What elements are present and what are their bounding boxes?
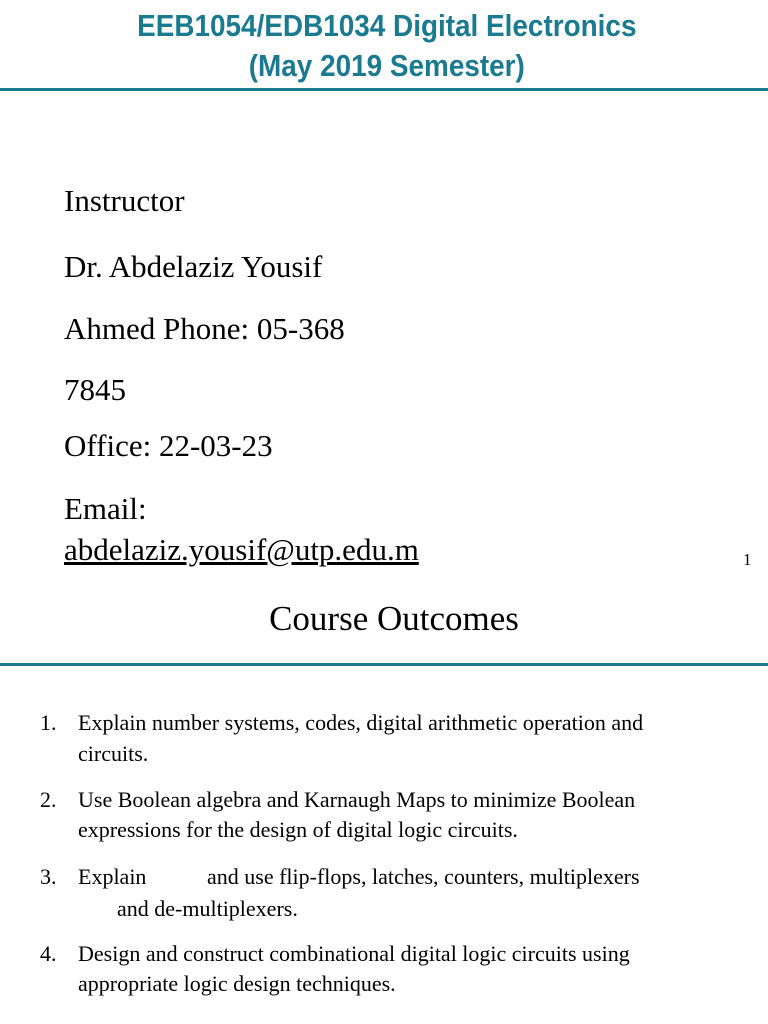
email-address bbox=[64, 532, 419, 568]
instructor-label: Instructor bbox=[64, 183, 185, 218]
email-link[interactable]: abdelaziz.yousif@utp.edu.m bbox=[64, 532, 419, 567]
office-line: Office: 22-03-23 bbox=[64, 428, 273, 463]
outcome-4-line-2: appropriate logic design techniques. bbox=[78, 971, 396, 996]
outcome-1-number: 1. bbox=[40, 710, 57, 735]
outcome-3-number: 3. bbox=[40, 864, 57, 889]
email-label: Email: bbox=[64, 491, 147, 526]
instructor-name: Dr. Abdelaziz Yousif bbox=[64, 249, 323, 284]
outcome-2-number: 2. bbox=[40, 787, 57, 812]
outcome-1-line-2: circuits. bbox=[78, 741, 149, 766]
outcome-4-line-1: Design and construct combinational digital logic circuits using bbox=[78, 941, 630, 966]
page-number: 1 bbox=[743, 550, 752, 569]
outcome-1-line-1: Explain number systems, codes, digital arithmetic operation and bbox=[78, 710, 644, 735]
outcome-3-line-2: and de-multiplexers. bbox=[117, 896, 298, 921]
outcome-2-line-2: expressions for the design of digital logic circuits. bbox=[78, 817, 518, 842]
course-outcomes-divider bbox=[0, 663, 768, 666]
phone-line-2: 7845 bbox=[64, 372, 126, 407]
slide-title-line-2: (May 2019 Semester) bbox=[248, 48, 525, 83]
outcome-3-line-1b: and use flip-flops, latches, counters, multiplexers bbox=[207, 864, 640, 889]
outcome-4-number: 4. bbox=[40, 941, 57, 966]
slide-title-line-1: EEB1054/EDB1034 Digital Electronics bbox=[137, 8, 637, 43]
slide-title bbox=[41, 6, 732, 86]
outcome-2-line-1: Use Boolean algebra and Karnaugh Maps to minimize Boolean bbox=[78, 787, 636, 812]
phone-line-1: Ahmed Phone: 05-368 bbox=[64, 311, 345, 346]
course-outcomes-title: Course Outcomes bbox=[269, 599, 519, 638]
title-divider bbox=[0, 88, 768, 91]
outcome-3-line-1a: Explain bbox=[78, 864, 147, 889]
